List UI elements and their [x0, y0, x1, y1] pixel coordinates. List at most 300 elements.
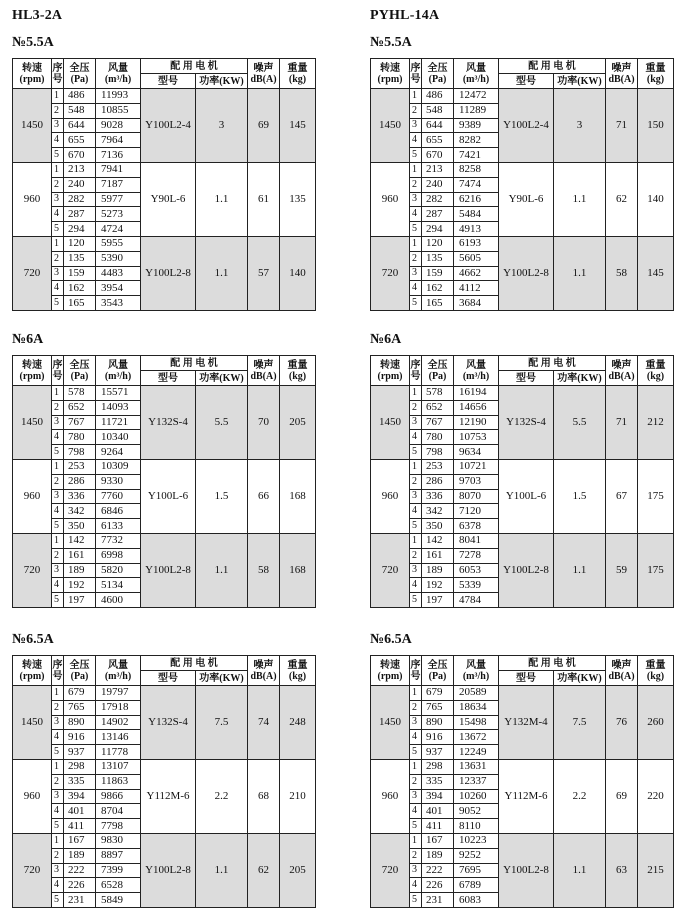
weight-header-unit: (kg)	[288, 670, 307, 682]
table-row	[371, 236, 674, 251]
pressure-cell: 937	[422, 745, 454, 760]
model-cell: Y132S-4	[141, 686, 196, 760]
weight-cell: 135	[280, 162, 316, 236]
pressure-cell: 192	[64, 578, 96, 593]
order-cell: 2	[52, 251, 64, 266]
flow-cell: 5977	[96, 192, 141, 207]
noise-cell: 61	[248, 162, 280, 236]
flow-cell: 9389	[454, 118, 499, 133]
pressure-header	[422, 59, 454, 89]
order-cell: 1	[410, 459, 422, 474]
flow-cell: 15498	[454, 715, 499, 730]
pressure-cell: 161	[64, 548, 96, 563]
order-cell: 1	[52, 686, 64, 701]
pressure-cell: 401	[422, 804, 454, 819]
flow-cell: 7278	[454, 548, 499, 563]
model-header: 型号	[141, 371, 196, 386]
pressure-cell: 679	[64, 686, 96, 701]
flow-cell: 5134	[96, 578, 141, 593]
flow-cell: 3954	[96, 281, 141, 296]
pressure-cell: 120	[422, 236, 454, 251]
order-cell: 3	[410, 192, 422, 207]
pressure-header-label: 全压	[427, 62, 448, 74]
model-header: 型号	[499, 671, 554, 686]
right-series-title: PYHL-14A	[370, 8, 440, 23]
order-cell: 1	[410, 162, 422, 177]
order-cell: 5	[52, 819, 64, 834]
weight-header-label: 重量	[645, 659, 666, 671]
noise-cell: 76	[606, 686, 638, 760]
pressure-cell: 548	[422, 103, 454, 118]
flow-cell: 6528	[96, 878, 141, 893]
pressure-cell: 890	[422, 715, 454, 730]
weight-header-unit: (kg)	[288, 73, 307, 85]
weight-header	[280, 656, 316, 686]
weight-header-label: 重量	[645, 62, 666, 74]
power-header: 功率(KW)	[196, 371, 248, 386]
flow-header-label: 风量	[466, 359, 486, 371]
pressure-cell: 189	[422, 563, 454, 578]
speed-header-unit: (rpm)	[377, 370, 403, 382]
order-cell: 3	[52, 192, 64, 207]
speed-header-unit: (rpm)	[377, 670, 403, 682]
weight-header-unit: (kg)	[646, 370, 665, 382]
order-cell: 4	[52, 430, 64, 445]
flow-cell: 4784	[454, 593, 499, 608]
power-cell: 1.1	[554, 236, 606, 310]
order-cell: 5	[52, 148, 64, 163]
order-cell: 4	[410, 133, 422, 148]
order-cell: 3	[410, 863, 422, 878]
pressure-cell: 937	[64, 745, 96, 760]
pressure-header-label: 全压	[69, 359, 90, 371]
flow-header-label: 风量	[466, 62, 486, 74]
weight-cell: 210	[280, 759, 316, 833]
order-cell: 4	[52, 504, 64, 519]
flow-cell: 7187	[96, 177, 141, 192]
pressure-cell: 890	[64, 715, 96, 730]
pressure-cell: 189	[64, 848, 96, 863]
flow-cell: 17918	[96, 700, 141, 715]
weight-cell: 150	[638, 89, 674, 163]
flow-cell: 9052	[454, 804, 499, 819]
model-cell: Y100L2-4	[141, 89, 196, 163]
flow-cell: 6789	[454, 878, 499, 893]
flow-header	[96, 656, 141, 686]
pressure-header-label: 全压	[427, 359, 448, 371]
pressure-cell: 197	[422, 593, 454, 608]
power-cell: 2.2	[554, 759, 606, 833]
power-cell: 5.5	[196, 386, 248, 460]
weight-header-label: 重量	[287, 62, 308, 74]
order-cell: 1	[410, 533, 422, 548]
flow-cell: 5849	[96, 893, 141, 908]
order-cell: 3	[410, 563, 422, 578]
flow-cell: 9866	[96, 789, 141, 804]
power-cell: 3	[196, 89, 248, 163]
pressure-header	[422, 356, 454, 386]
flow-cell: 10753	[454, 430, 499, 445]
flow-cell: 9252	[454, 848, 499, 863]
pressure-cell: 916	[64, 730, 96, 745]
fan-performance-table	[370, 655, 674, 908]
noise-cell: 74	[248, 686, 280, 760]
model-cell: Y100L2-8	[499, 236, 554, 310]
pressure-cell: 213	[422, 162, 454, 177]
weight-header	[638, 656, 674, 686]
pressure-cell: 394	[64, 789, 96, 804]
pressure-cell: 240	[422, 177, 454, 192]
order-cell: 3	[410, 789, 422, 804]
pressure-cell: 287	[422, 207, 454, 222]
flow-cell: 13146	[96, 730, 141, 745]
pressure-cell: 240	[64, 177, 96, 192]
power-cell: 1.5	[554, 459, 606, 533]
pressure-cell: 142	[64, 533, 96, 548]
order-cell: 2	[52, 848, 64, 863]
order-cell: 4	[410, 878, 422, 893]
flow-cell: 3684	[454, 296, 499, 311]
table-row	[13, 459, 316, 474]
order-cell: 1	[52, 833, 64, 848]
flow-cell: 8897	[96, 848, 141, 863]
weight-cell: 248	[280, 686, 316, 760]
speed-header-label: 转速	[380, 659, 400, 671]
pressure-cell: 767	[422, 415, 454, 430]
order-cell: 5	[410, 222, 422, 237]
noise-header-unit: dB(A)	[608, 670, 635, 682]
weight-cell: 168	[280, 459, 316, 533]
motor-header: 配 用 电 机	[499, 59, 606, 74]
pressure-cell: 286	[64, 474, 96, 489]
flow-cell: 8110	[454, 819, 499, 834]
flow-cell: 7421	[454, 148, 499, 163]
pressure-cell: 350	[422, 519, 454, 534]
fan-performance-table	[12, 655, 316, 908]
order-cell: 3	[52, 415, 64, 430]
order-cell: 4	[410, 430, 422, 445]
flow-cell: 19797	[96, 686, 141, 701]
order-cell: 3	[410, 415, 422, 430]
flow-cell: 10260	[454, 789, 499, 804]
flow-cell: 4483	[96, 266, 141, 281]
pressure-cell: 679	[422, 686, 454, 701]
flow-cell: 10855	[96, 103, 141, 118]
flow-cell: 9703	[454, 474, 499, 489]
speed-cell: 720	[13, 833, 52, 907]
pressure-cell: 655	[422, 133, 454, 148]
speed-cell: 1450	[13, 686, 52, 760]
flow-cell: 10309	[96, 459, 141, 474]
pressure-cell: 350	[64, 519, 96, 534]
flow-header	[454, 356, 499, 386]
flow-cell: 4600	[96, 593, 141, 608]
flow-header-unit: (m³/h)	[104, 670, 132, 682]
pressure-cell: 159	[422, 266, 454, 281]
flow-cell: 6846	[96, 504, 141, 519]
order-header: 序号	[410, 656, 422, 686]
pressure-cell: 189	[422, 848, 454, 863]
table-row	[371, 759, 674, 774]
order-cell: 3	[52, 266, 64, 281]
flow-cell: 5390	[96, 251, 141, 266]
weight-cell: 260	[638, 686, 674, 760]
flow-cell: 10340	[96, 430, 141, 445]
order-cell: 3	[410, 489, 422, 504]
motor-header: 配 用 电 机	[141, 59, 248, 74]
pressure-cell: 342	[422, 504, 454, 519]
speed-header-label: 转速	[22, 62, 42, 74]
pressure-cell: 335	[64, 774, 96, 789]
flow-header-unit: (m³/h)	[462, 670, 490, 682]
flow-cell: 12190	[454, 415, 499, 430]
table-row	[13, 686, 316, 701]
flow-cell: 9634	[454, 445, 499, 460]
weight-header-unit: (kg)	[288, 370, 307, 382]
table-row	[13, 386, 316, 401]
order-cell: 5	[410, 593, 422, 608]
motor-header: 配 用 电 机	[141, 356, 248, 371]
weight-cell: 205	[280, 833, 316, 907]
flow-cell: 6216	[454, 192, 499, 207]
order-cell: 5	[52, 222, 64, 237]
noise-header-unit: dB(A)	[608, 370, 635, 382]
fan-performance-table	[370, 58, 674, 311]
order-cell: 5	[410, 148, 422, 163]
weight-header	[638, 356, 674, 386]
power-cell: 5.5	[554, 386, 606, 460]
order-cell: 2	[52, 103, 64, 118]
pressure-cell: 165	[422, 296, 454, 311]
speed-header-label: 转速	[22, 359, 42, 371]
pressure-cell: 335	[422, 774, 454, 789]
speed-cell: 960	[13, 759, 52, 833]
model-cell: Y132S-4	[141, 386, 196, 460]
flow-cell: 8704	[96, 804, 141, 819]
table-row	[13, 533, 316, 548]
flow-header	[454, 656, 499, 686]
pressure-cell: 135	[64, 251, 96, 266]
order-cell: 4	[52, 133, 64, 148]
noise-cell: 70	[248, 386, 280, 460]
pressure-cell: 298	[64, 759, 96, 774]
flow-cell: 6083	[454, 893, 499, 908]
model-cell: Y90L-6	[141, 162, 196, 236]
flow-header-label: 风量	[466, 659, 486, 671]
pressure-cell: 652	[422, 400, 454, 415]
pressure-cell: 294	[64, 222, 96, 237]
power-cell: 1.1	[196, 162, 248, 236]
weight-header	[638, 59, 674, 89]
order-cell: 1	[52, 162, 64, 177]
pressure-cell: 286	[422, 474, 454, 489]
flow-cell: 6193	[454, 236, 499, 251]
model-header: 型号	[141, 671, 196, 686]
noise-header	[606, 656, 638, 686]
order-cell: 2	[410, 774, 422, 789]
flow-cell: 4662	[454, 266, 499, 281]
order-cell: 5	[410, 893, 422, 908]
order-cell: 5	[52, 519, 64, 534]
noise-cell: 71	[606, 89, 638, 163]
table-size-label: №6A	[370, 332, 402, 347]
speed-header-unit: (rpm)	[377, 73, 403, 85]
speed-cell: 960	[13, 459, 52, 533]
speed-cell: 960	[371, 459, 410, 533]
weight-cell: 140	[280, 236, 316, 310]
flow-cell: 16194	[454, 386, 499, 401]
order-cell: 1	[410, 386, 422, 401]
speed-header-label: 转速	[380, 359, 400, 371]
flow-cell: 11778	[96, 745, 141, 760]
weight-header-unit: (kg)	[646, 73, 665, 85]
noise-header	[248, 656, 280, 686]
table-row	[371, 162, 674, 177]
power-cell: 1.1	[196, 533, 248, 607]
flow-cell: 7120	[454, 504, 499, 519]
order-cell: 4	[410, 207, 422, 222]
flow-cell: 14902	[96, 715, 141, 730]
flow-cell: 8282	[454, 133, 499, 148]
pressure-cell: 161	[422, 548, 454, 563]
order-cell: 4	[52, 878, 64, 893]
flow-cell: 18634	[454, 700, 499, 715]
speed-cell: 720	[13, 236, 52, 310]
model-cell: Y132S-4	[499, 386, 554, 460]
table-row	[371, 533, 674, 548]
table-row	[13, 833, 316, 848]
order-cell: 5	[410, 445, 422, 460]
order-cell: 5	[52, 445, 64, 460]
flow-header	[454, 59, 499, 89]
pressure-cell: 189	[64, 563, 96, 578]
pressure-cell: 916	[422, 730, 454, 745]
pressure-cell: 226	[422, 878, 454, 893]
fan-performance-table	[12, 355, 316, 608]
model-cell: Y100L2-8	[141, 833, 196, 907]
order-cell: 4	[52, 207, 64, 222]
order-cell: 2	[52, 177, 64, 192]
pressure-cell: 336	[64, 489, 96, 504]
model-header: 型号	[141, 74, 196, 89]
pressure-header-unit: (Pa)	[70, 670, 89, 682]
order-cell: 2	[52, 474, 64, 489]
noise-header-label: 噪声	[253, 659, 274, 671]
noise-cell: 63	[606, 833, 638, 907]
flow-cell: 15571	[96, 386, 141, 401]
order-cell: 5	[52, 296, 64, 311]
flow-cell: 7964	[96, 133, 141, 148]
flow-cell: 11993	[96, 89, 141, 104]
flow-cell: 11289	[454, 103, 499, 118]
order-header: 序号	[52, 356, 64, 386]
order-cell: 3	[52, 489, 64, 504]
pressure-cell: 401	[64, 804, 96, 819]
flow-header	[96, 59, 141, 89]
order-cell: 1	[52, 533, 64, 548]
noise-header-unit: dB(A)	[250, 370, 277, 382]
flow-header-label: 风量	[108, 62, 128, 74]
order-cell: 2	[410, 700, 422, 715]
pressure-cell: 644	[422, 118, 454, 133]
fan-performance-table	[370, 355, 674, 608]
noise-header	[248, 59, 280, 89]
pressure-cell: 670	[64, 148, 96, 163]
flow-cell: 7136	[96, 148, 141, 163]
power-cell: 1.1	[554, 162, 606, 236]
flow-cell: 10721	[454, 459, 499, 474]
order-cell: 2	[410, 177, 422, 192]
pressure-cell: 394	[422, 789, 454, 804]
power-header: 功率(KW)	[554, 671, 606, 686]
speed-cell: 1450	[371, 686, 410, 760]
weight-cell: 212	[638, 386, 674, 460]
pressure-cell: 213	[64, 162, 96, 177]
noise-cell: 71	[606, 386, 638, 460]
order-cell: 5	[410, 745, 422, 760]
table-row	[13, 89, 316, 104]
pressure-cell: 165	[64, 296, 96, 311]
noise-cell: 66	[248, 459, 280, 533]
order-cell: 1	[410, 89, 422, 104]
power-cell: 1.1	[196, 236, 248, 310]
speed-header	[13, 356, 52, 386]
noise-header	[606, 356, 638, 386]
order-cell: 1	[52, 236, 64, 251]
order-cell: 1	[410, 833, 422, 848]
flow-cell: 4112	[454, 281, 499, 296]
model-cell: Y100L2-8	[499, 833, 554, 907]
noise-cell: 57	[248, 236, 280, 310]
power-header: 功率(KW)	[196, 74, 248, 89]
speed-cell: 960	[13, 162, 52, 236]
table-row	[371, 459, 674, 474]
speed-header-unit: (rpm)	[19, 73, 45, 85]
pressure-cell: 411	[422, 819, 454, 834]
model-cell: Y90L-6	[499, 162, 554, 236]
speed-cell: 1450	[13, 89, 52, 163]
pressure-cell: 780	[64, 430, 96, 445]
order-cell: 4	[410, 504, 422, 519]
order-cell: 5	[410, 519, 422, 534]
speed-header-label: 转速	[380, 62, 400, 74]
order-cell: 4	[52, 281, 64, 296]
order-cell: 3	[410, 266, 422, 281]
pressure-cell: 411	[64, 819, 96, 834]
order-cell: 3	[410, 715, 422, 730]
order-cell: 5	[52, 745, 64, 760]
flow-cell: 6133	[96, 519, 141, 534]
pressure-cell: 767	[64, 415, 96, 430]
order-cell: 2	[410, 251, 422, 266]
flow-cell: 5484	[454, 207, 499, 222]
power-header: 功率(KW)	[554, 74, 606, 89]
pressure-header-unit: (Pa)	[428, 670, 447, 682]
order-cell: 1	[52, 759, 64, 774]
pressure-cell: 167	[64, 833, 96, 848]
order-cell: 4	[52, 578, 64, 593]
left-series-title: HL3-2A	[12, 8, 63, 23]
pressure-cell: 780	[422, 430, 454, 445]
power-cell: 7.5	[554, 686, 606, 760]
flow-cell: 9830	[96, 833, 141, 848]
model-cell: Y132M-4	[499, 686, 554, 760]
flow-cell: 12337	[454, 774, 499, 789]
speed-cell: 1450	[371, 89, 410, 163]
order-cell: 2	[52, 700, 64, 715]
model-header: 型号	[499, 74, 554, 89]
pressure-cell: 231	[422, 893, 454, 908]
